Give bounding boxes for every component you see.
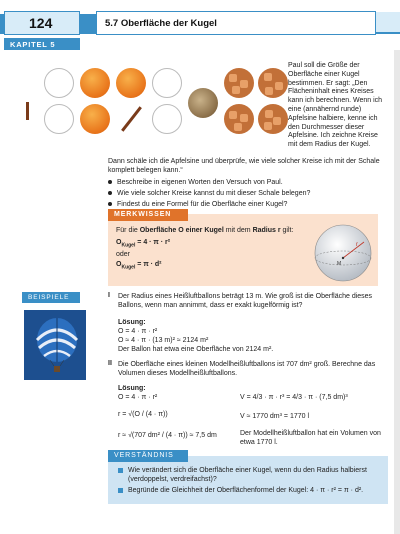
chapter-label: KAPITEL 5 [4, 38, 80, 50]
empty-circle [44, 104, 74, 134]
list-item: Beschreibe in eigenen Worten den Versuch von Paul. [108, 177, 398, 188]
page-edge-shadow [394, 50, 400, 534]
peel-covered-circle [258, 104, 288, 134]
header-end-block [376, 12, 400, 32]
knife-icon [26, 102, 29, 120]
orange-half [80, 104, 110, 134]
example-2-number: II [108, 360, 112, 367]
list-item: Begründe die Gleichheit der Oberflächenformel der Kugel: 4 · π · r² = π · d². [118, 486, 380, 495]
list-item: Wie viele solcher Kreise kannst du mit dieser Schale belegen? [108, 188, 398, 199]
formula-oder: oder [116, 251, 131, 259]
empty-circle [152, 68, 182, 98]
peel-covered-circle [258, 68, 288, 98]
orange-half [116, 68, 146, 98]
hot-air-balloon-photo [24, 310, 86, 380]
formula-surface-radius: $O_{Kugel} = 4 \cdot \pi \cdot r^2$ [116, 239, 171, 249]
knife-icon [121, 106, 142, 131]
empty-circle [44, 68, 74, 98]
formula-surface-diameter: $O_{Kugel} = \pi \cdot d^2$ [116, 261, 162, 271]
merkwissen-lead: Für die Oberfläche O einer Kugel mit dem Radius r gilt: [116, 227, 294, 234]
example-2-solution-right: V = 4/3 · π · r³ = 4/3 · π · (7,5 dm)³ V ≈ 1770 dm³ = 1770 l Der Modellheißluftballon hat ein Volumen von etwa 1770 l. [240, 394, 381, 446]
verstaendnis-questions [118, 466, 380, 497]
verstaendnis-tab: VERSTÄNDNIS [108, 450, 188, 462]
orange-peel [188, 88, 218, 118]
orange-half [80, 68, 110, 98]
peel-covered-circle [224, 104, 254, 134]
intro-text-continued: Dann schäle ich die Apfelsine und überprüfe, wie viele solcher Kreise ich mit der Schale komplett belegen kann.“ [108, 158, 380, 174]
example-1-solution: Lösung: O = 4 · π · r² O ≈ 4 · π · (13 m)² ≈ 2124 m² Der Ballon hat etwa eine Oberfläche von 2124 m². [118, 319, 274, 353]
example-2-solution-left: Lösung: O = 4 · π · r² r = √(O / (4 · π)) r ≈ √(707 dm² / (4 · π)) ≈ 7,5 dm [118, 385, 217, 439]
intro-task-list [108, 177, 398, 210]
section-title: 5.7 Oberfläche der Kugel [96, 11, 376, 35]
sphere-radius-label: r [356, 242, 358, 248]
list-item: Findest du eine Formel für die Oberfläche einer Kugel? [108, 199, 398, 210]
empty-circle [152, 104, 182, 134]
intro-text: Paul soll die Größe der Oberfläche einer Kugel bestimmen. Er sagt: „Den Flächeninhalt eines Kreises kann ich berechnen. Wenn ich eine (annähernd runde) Apfelsine halbiere, kenne ich den Durchmesser dieser Apfelsine. Ich zeichne Kreise mit dem Radius der Kugel. [288, 62, 383, 149]
sphere-diagram [312, 222, 374, 284]
example-1-text: Der Radius eines Heißluftballons beträgt 13 m. Wie groß ist die Oberfläche dieses Ballons, wenn man annimmt, dass er exakt kugelförmig ist? [118, 293, 373, 309]
merkwissen-body [116, 226, 306, 273]
example-2-text: Die Oberfläche eines kleinen Modellheißluftballons ist 707 dm² groß. Berechne das Volumen dieses Modellheißluftballons. [118, 361, 376, 377]
page-header [0, 0, 400, 36]
orange-peel-illustration [36, 62, 286, 142]
page-number: 124 [4, 11, 80, 35]
list-item: Wie verändert sich die Oberfläche einer Kugel, wenn du den Radius halbierst (verdoppelst, verdreifachst)? [118, 466, 380, 484]
beispiele-tab: BEISPIELE [22, 292, 80, 303]
example-1-number: I [108, 292, 110, 299]
peel-covered-circle [224, 68, 254, 98]
merkwissen-tab: MERKWISSEN [108, 209, 188, 221]
sphere-center-label: M [337, 261, 342, 267]
